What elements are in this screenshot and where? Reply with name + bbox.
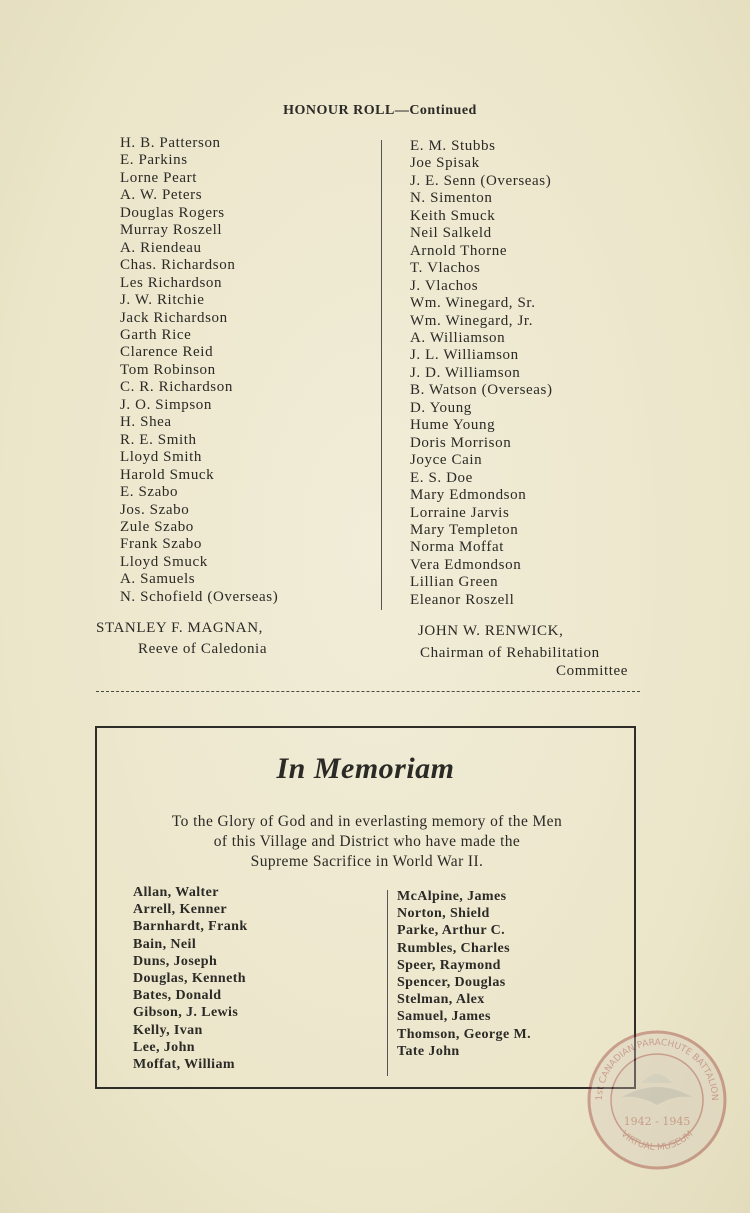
- honour-name: Norma Moffat: [410, 539, 504, 556]
- memoriam-name: Lee, John: [133, 1039, 195, 1055]
- honour-name: Eleanor Roszell: [410, 591, 515, 608]
- honour-name: Douglas Rogers: [120, 204, 225, 221]
- honour-name: E. Szabo: [120, 484, 179, 501]
- memoriam-name: Parke, Arthur C.: [397, 923, 506, 939]
- honour-name: Lorraine Jarvis: [410, 504, 510, 521]
- honour-name: Lloyd Smuck: [120, 553, 208, 570]
- honour-name: Clarence Reid: [120, 344, 214, 361]
- memoriam-name: Samuel, James: [397, 1009, 491, 1025]
- memoriam-name: Norton, Shield: [397, 906, 490, 922]
- honour-name: H. Shea: [120, 414, 172, 431]
- memoriam-name: Tate John: [397, 1043, 460, 1059]
- honour-name: Wm. Winegard, Jr.: [410, 312, 534, 329]
- honour-name: Lillian Green: [410, 574, 499, 591]
- honour-name: Jack Richardson: [120, 309, 228, 326]
- honour-name: A. Samuels: [120, 571, 196, 588]
- honour-name: Lorne Peart: [120, 169, 197, 186]
- honour-name: A. W. Peters: [120, 187, 203, 204]
- chairman-title-committee: Committee: [556, 663, 629, 679]
- honour-name: Harold Smuck: [120, 466, 215, 483]
- honour-name: Lloyd Smith: [120, 449, 203, 466]
- honour-name: J. D. Williamson: [410, 364, 521, 381]
- honour-name: Zule Szabo: [120, 518, 194, 535]
- memoriam-name: Kelly, Ivan: [133, 1022, 203, 1038]
- honour-name: J. Vlachos: [410, 277, 479, 294]
- memoriam-name: Moffat, William: [133, 1057, 235, 1073]
- memoriam-name: Rumbles, Charles: [397, 940, 510, 956]
- honour-name: Jos. Szabo: [120, 501, 190, 518]
- memoriam-name: Duns, Joseph: [133, 953, 218, 969]
- chairman-title: Chairman of Rehabilitation: [420, 645, 600, 661]
- honour-name: J. L. Williamson: [410, 347, 519, 364]
- honour-name: Murray Roszell: [120, 222, 223, 239]
- honour-name: H. B. Patterson: [120, 135, 221, 151]
- in-memoriam-box: [95, 726, 636, 1089]
- honour-name: E. M. Stubbs: [410, 138, 496, 154]
- honour-name: R. E. Smith: [120, 431, 197, 448]
- honour-name: Mary Templeton: [410, 521, 519, 538]
- reeve-name: STANLEY F. MAGNAN,: [96, 620, 264, 636]
- seal-years: 1942 - 1945: [623, 1115, 691, 1128]
- section-divider: [96, 691, 640, 692]
- dedication-line: of this Village and District who have made the: [213, 833, 521, 850]
- memoriam-name: Arrell, Kenner: [133, 902, 227, 918]
- honour-name: T. Vlachos: [410, 260, 481, 277]
- honour-name: Mary Edmondson: [410, 487, 527, 504]
- reeve-title: Reeve of Caledonia: [138, 641, 268, 657]
- honour-name: Arnold Thorne: [410, 242, 508, 259]
- dedication-line: Supreme Sacrifice in World War II.: [250, 853, 484, 870]
- memoriam-name: McAlpine, James: [397, 889, 507, 904]
- honour-name: Keith Smuck: [410, 207, 496, 224]
- memoriam-name: Douglas, Kenneth: [133, 971, 246, 987]
- honour-name: N. Simenton: [410, 190, 493, 207]
- honour-name: Joyce Cain: [410, 452, 483, 469]
- honour-roll-left-column: [120, 135, 278, 606]
- honour-name: Vera Edmondson: [410, 556, 522, 573]
- memoriam-name: Bates, Donald: [133, 988, 222, 1004]
- honour-name: Les Richardson: [120, 274, 223, 291]
- honour-name: J. E. Senn (Overseas): [410, 172, 552, 189]
- memoriam-column-divider: [387, 890, 388, 1076]
- column-divider: [381, 140, 382, 610]
- honour-name: Chas. Richardson: [120, 257, 236, 274]
- memoriam-name: Thomson, George M.: [397, 1026, 531, 1042]
- dedication-line: To the Glory of God and in everlasting memory of the Men: [171, 813, 563, 830]
- honour-name: Tom Robinson: [120, 361, 216, 378]
- memorial-dedication: [107, 812, 627, 872]
- memoriam-left-column: [133, 884, 248, 1073]
- memoriam-name: Bain, Neil: [133, 936, 197, 952]
- honour-name: A. Riendeau: [120, 239, 202, 256]
- seal-bottom-text: VIRTUAL MUSEUM: [618, 1129, 696, 1154]
- page-heading: HONOUR ROLL—Continued: [283, 103, 477, 118]
- honour-roll-right-column: [410, 138, 553, 609]
- memoriam-name: Allan, Walter: [133, 885, 219, 900]
- in-memoriam-title: In Memoriam: [276, 752, 455, 785]
- seal-ring-text: 1st CANADIAN PARACHUTE BATTALION: [594, 1037, 720, 1101]
- honour-name: J. O. Simpson: [120, 396, 212, 413]
- memoriam-name: Stelman, Alex: [397, 992, 485, 1008]
- honour-name: N. Schofield (Overseas): [120, 588, 279, 605]
- memoriam-name: Spencer, Douglas: [397, 975, 506, 991]
- honour-name: Doris Morrison: [410, 434, 512, 451]
- memoriam-name: Gibson, J. Lewis: [133, 1005, 239, 1021]
- memoriam-right-column: [397, 888, 531, 1060]
- honour-name: E. S. Doe: [410, 469, 473, 486]
- honour-name: Garth Rice: [120, 326, 192, 343]
- chairman-name: JOHN W. RENWICK,: [418, 623, 564, 639]
- memoriam-name: Barnhardt, Frank: [133, 919, 248, 935]
- honour-name: Wm. Winegard, Sr.: [410, 295, 536, 312]
- honour-name: B. Watson (Overseas): [410, 382, 553, 399]
- honour-name: E. Parkins: [120, 152, 188, 169]
- honour-name: D. Young: [410, 399, 472, 416]
- honour-name: A. Williamson: [410, 329, 506, 346]
- museum-watermark-seal-icon: [582, 1025, 732, 1175]
- honour-name: Frank Szabo: [120, 536, 203, 553]
- honour-name: Joe Spisak: [410, 155, 480, 172]
- honour-name: C. R. Richardson: [120, 379, 233, 396]
- honour-name: Neil Salkeld: [410, 225, 492, 242]
- honour-name: J. W. Ritchie: [120, 292, 205, 309]
- honour-name: Hume Young: [410, 417, 496, 434]
- memoriam-name: Speer, Raymond: [397, 957, 501, 973]
